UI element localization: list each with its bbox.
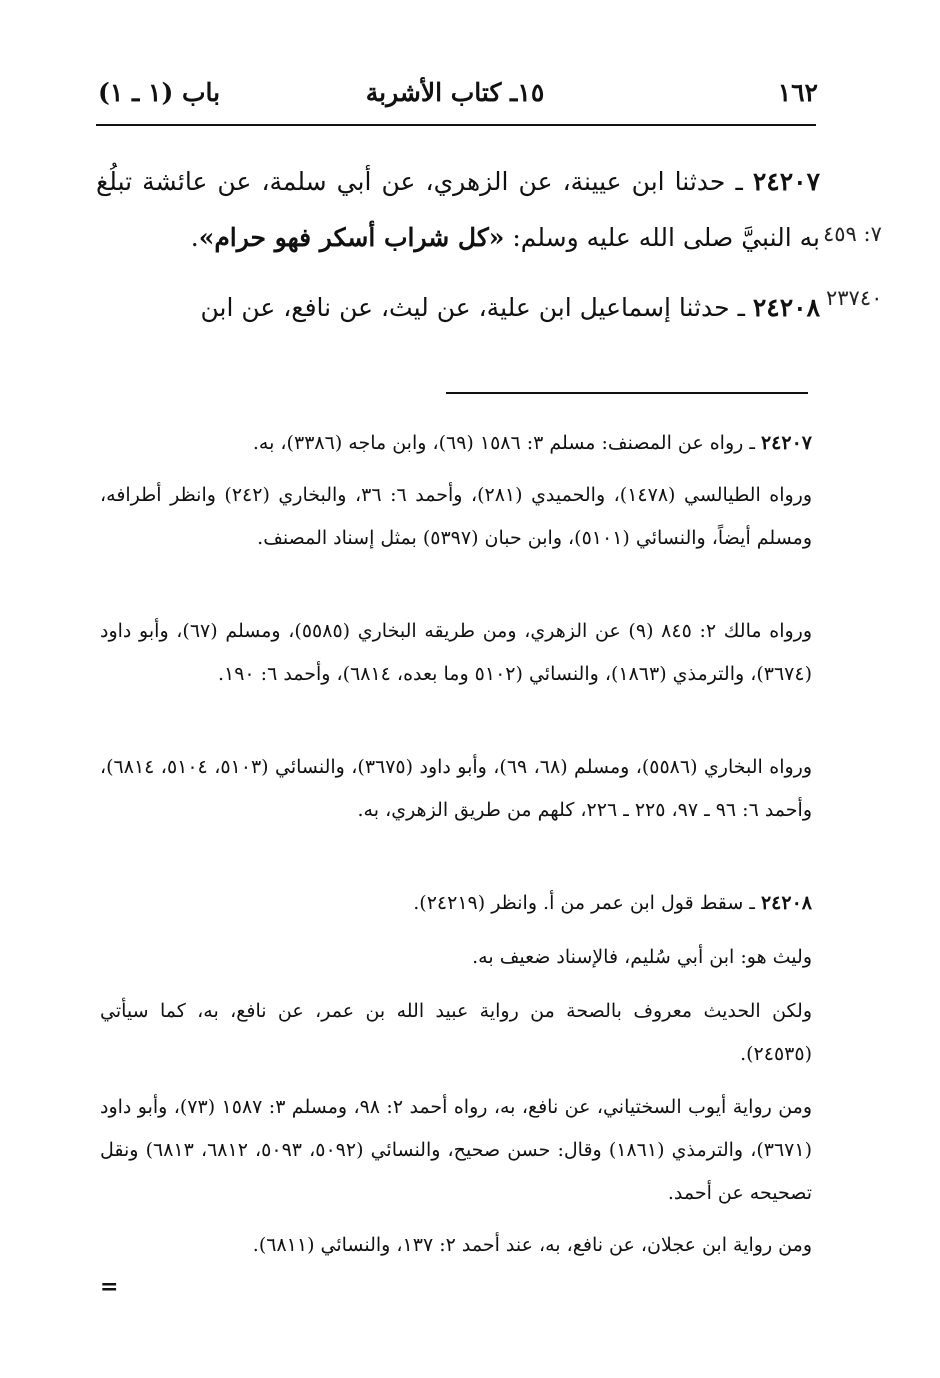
footnote-paragraph: ورواه الطيالسي (١٤٧٨)، والحميدي (٢٨١)، وأحمد ٦: ٣٦، والبخاري (٢٤٢) وانظر أطرافه، ومسلم أيضاً، والنسائي (٥١٠١)، وابن حبان (٥٣٩٧) بمثل إسناد المصنف. xyxy=(100,484,813,549)
footnote-separator xyxy=(446,392,808,394)
margin-reference: ٧: ٤٥٩ xyxy=(823,222,882,246)
margin-reference: ٢٣٧٤٠ xyxy=(826,286,883,310)
footnote-24208 xyxy=(100,882,812,925)
hadith-text: ـ حدثنا ابن عيينة، عن الزهري، عن أبي سلمة، عن عائشة تبلُغ به النبيَّ صلى الله عليه وسلم: xyxy=(96,167,820,252)
header-rule xyxy=(96,124,816,126)
chapter-title: ١٥ـ كتاب الأشربة xyxy=(365,78,545,107)
hadith-text: ـ حدثنا إسماعيل ابن علية، عن ليث، عن نافع، عن ابن xyxy=(200,293,753,322)
hadith-number: ٢٤٢٠٧ xyxy=(752,167,820,196)
footnote-paragraph: ورواه مالك ٢: ٨٤٥ (٩) عن الزهري، ومن طريقه البخاري (٥٥٨٥)، ومسلم (٦٧)، وأبو داود (٣٦٧٤)، والترمذي (١٨٦٣)، والنسائي (٥١٠٢ وما بعده، ٦٨١٤)، وأحمد ٦: ١٩٠. xyxy=(100,620,812,685)
footnote-number: ٢٤٢٠٨ xyxy=(760,892,812,914)
section-label: باب (١ ـ ١) xyxy=(98,78,221,107)
continuation-mark: = xyxy=(100,1274,119,1300)
hadith-24207 xyxy=(96,154,820,266)
footnote-number: ٢٤٢٠٧ xyxy=(760,432,812,454)
footnote-24207 xyxy=(100,422,812,465)
page-number: ١٦٢ xyxy=(777,78,818,107)
footnote-text: ـ رواه عن المصنف: مسلم ٣: ١٥٨٦ (٦٩)، وابن ماجه (٣٣٨٦)، به. xyxy=(252,432,761,454)
footnote-paragraph: ورواه البخاري (٥٥٨٦)، ومسلم (٦٨، ٦٩)، وأبو داود (٣٦٧٥)، والنسائي (٥١٠٣، ٥١٠٤، ٦٨١٤)، وأحمد ٦: ٩٦ ـ ٩٧، ٢٢٥ ـ ٢٢٦، كلهم من طريق الزهري، به. xyxy=(100,756,813,821)
hadith-number: ٢٤٢٠٨ xyxy=(752,293,820,322)
footnote-paragraph: وليث هو: ابن أبي سُليم، فالإسناد ضعيف به. xyxy=(472,946,812,968)
footnote-text: ـ سقط قول ابن عمر من أ. وانظر (٢٤٢١٩). xyxy=(413,892,761,914)
hadith-24208 xyxy=(96,280,820,336)
hadith-end: . xyxy=(190,223,199,252)
footnote-paragraph: ومن رواية ابن عجلان، عن نافع، به، عند أحمد ٢: ١٣٧، والنسائي (٦٨١١). xyxy=(252,1234,812,1256)
hadith-quote: «كل شراب أسكر فهو حرام» xyxy=(198,223,505,252)
footnote-paragraph: ولكن الحديث معروف بالصحة من رواية عبيد الله بن عمر، عن نافع، به، كما سيأتي (٢٤٥٣٥). xyxy=(100,1000,812,1065)
footnote-paragraph: ومن رواية أيوب السختياني، عن نافع، به، رواه أحمد ٢: ٩٨، ومسلم ٣: ١٥٨٧ (٧٣)، وأبو داود (٣٦٧١)، والترمذي (١٨٦١) وقال: حسن صحيح، والنسائي (٥٠٩٢، ٥٠٩٣، ٦٨١٢، ٦٨١٣) ونقل تصحيحه عن أحمد. xyxy=(100,1096,813,1204)
